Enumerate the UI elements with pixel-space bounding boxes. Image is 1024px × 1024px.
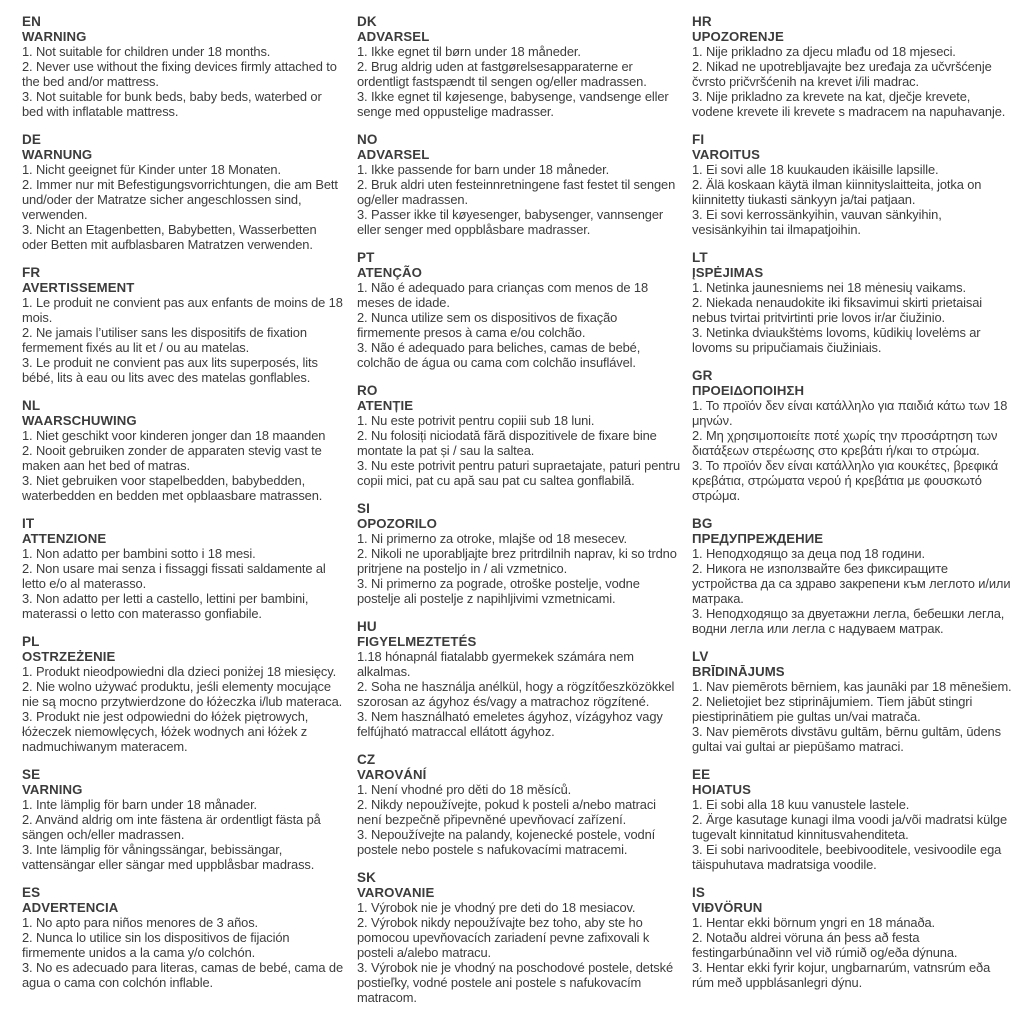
column-left	[22, 14, 345, 1018]
warning-title-fi: VAROITUS	[692, 147, 760, 162]
warning-item-se-2: 2. Använd aldrig om inte fästena är ordentligt fästa på sängen och/eller madrassen.	[22, 812, 321, 842]
warning-item-lv-2: 2. Nelietojiet bez stiprinājumiem. Tiem jābūt stingri piestiprinātiem pie gultas un/vai matrača.	[692, 694, 973, 724]
warning-title-en: WARNING	[22, 29, 87, 44]
warning-title-dk: ADVARSEL	[357, 29, 430, 44]
warning-section-hu	[357, 619, 680, 739]
warning-item-si-3: 3. Ni primerno za pograde, otroške postelje, vodne postelje ali postelje z napihljivimi vzmetnicami.	[357, 576, 640, 606]
warning-item-en-2: 2. Never use without the fixing devices firmly attached to the bed and/or mattress.	[22, 59, 337, 89]
warning-item-no-1: 1. Ikke passende for barn under 18 måneder.	[357, 162, 610, 177]
warning-item-nl-1: 1. Niet geschikt voor kinderen jonger dan 18 maanden	[22, 428, 326, 443]
warning-section-pl	[22, 634, 345, 754]
warning-section-se	[22, 767, 345, 872]
warning-item-pl-3: 3. Produkt nie jest odpowiedni do łóżek piętrowych, łóżeczek niemowlęcych, łóżek wodnych ani łóżek z nadmuchiwanym materacem.	[22, 709, 309, 754]
warning-item-es-1: 1. No apto para niños menores de 3 años.	[22, 915, 258, 930]
warning-item-si-1: 1. Ni primerno za otroke, mlajše od 18 mesecev.	[357, 531, 627, 546]
language-code-si: SI	[357, 501, 370, 516]
warning-section-ee	[692, 767, 1015, 872]
warning-section-no	[357, 132, 680, 237]
warning-title-ro: ATENȚIE	[357, 398, 414, 413]
warning-section-sk	[357, 870, 680, 1005]
warning-title-hr: UPOZORENJE	[692, 29, 784, 44]
warning-section-bg	[692, 516, 1015, 636]
language-code-lv: LV	[692, 649, 709, 664]
language-code-fr: FR	[22, 265, 41, 280]
language-code-es: ES	[22, 885, 41, 900]
warning-item-fr-2: 2. Ne jamais l’utiliser sans les dispositifs de fixation fermement fixés au lit et / ou au matelas.	[22, 325, 307, 355]
warning-item-pt-3: 3. Não é adequado para beliches, camas de bebé, colchão de água ou cama com colchão insuflável.	[357, 340, 641, 370]
warning-title-pt: ATENÇÃO	[357, 265, 422, 280]
warning-title-es: ADVERTENCIA	[22, 900, 119, 915]
warning-item-gr-2: 2. Μη χρησιμοποιείτε ποτέ χωρίς την προσάρτηση των διατάξεων στερέωσης στο κρεβάτι ή/και το στρώμα.	[692, 428, 998, 458]
warning-item-pt-2: 2. Nunca utilize sem os dispositivos de fixação firmemente presos à cama e/ou colchão.	[357, 310, 618, 340]
warning-item-hr-3: 3. Nije prikladno za krevete na kat, dječje krevete, vodene krevete ili krevete s madracem na napuhavanje.	[692, 89, 1006, 119]
warning-item-cz-3: 3. Nepoužívejte na palandy, kojenecké postele, vodní postele nebo postele s nafukovacími matracemi.	[357, 827, 656, 857]
language-code-hu: HU	[357, 619, 377, 634]
warning-item-cz-1: 1. Není vhodné pro děti do 18 měsíců.	[357, 782, 572, 797]
language-code-cz: CZ	[357, 752, 376, 767]
warning-item-ro-3: 3. Nu este potrivit pentru paturi supraetajate, paturi pentru copii mici, pat cu apă sau pat cu saltea gonflabilă.	[357, 458, 681, 488]
warning-title-is: VIÐVÖRUN	[692, 900, 763, 915]
warning-section-pt	[357, 250, 680, 370]
warning-section-fr	[22, 265, 345, 385]
language-code-ee: EE	[692, 767, 711, 782]
warning-section-lv	[692, 649, 1015, 754]
warning-section-gr	[692, 368, 1015, 503]
warning-item-sk-3: 3. Výrobok nie je vhodný na poschodové postele, detské postieľky, vodné postele ani postele s nafukovacím matracom.	[357, 960, 674, 1005]
warning-title-fr: AVERTISSEMENT	[22, 280, 135, 295]
language-code-dk: DK	[357, 14, 377, 29]
warning-item-sk-1: 1. Výrobok nie je vhodný pre deti do 18 mesiacov.	[357, 900, 636, 915]
warning-item-lt-3: 3. Netinka dviaukštėms lovoms, kūdikių lovelėms ar lovoms su pripučiamais čiužiniais.	[692, 325, 981, 355]
warning-title-lv: BRĪDINĀJUMS	[692, 664, 785, 679]
warning-item-dk-3: 3. Ikke egnet til køjesenge, babysenge, vandsenge eller senge med oppustelige madrasser.	[357, 89, 669, 119]
warning-title-lt: ĮSPĖJIMAS	[692, 265, 764, 280]
language-code-fi: FI	[692, 132, 705, 147]
warning-title-si: OPOZORILO	[357, 516, 438, 531]
warning-item-bg-3: 3. Неподходящо за двуетажни легла, бебешки легла, водни легла или легла с надуваем матрак.	[692, 606, 1005, 636]
warning-item-fi-1: 1. Ei sovi alle 18 kuukauden ikäisille lapsille.	[692, 162, 939, 177]
warning-title-cz: VAROVÁNÍ	[357, 767, 427, 782]
warning-section-si	[357, 501, 680, 606]
warning-item-pl-2: 2. Nie wolno używać produktu, jeśli elementy mocujące nie są mocno przytwierdzone do łóżeczka i/lub materaca.	[22, 679, 343, 709]
warning-section-de	[22, 132, 345, 252]
warning-title-de: WARNUNG	[22, 147, 93, 162]
warning-section-fi	[692, 132, 1015, 237]
warning-section-en	[22, 14, 345, 119]
warning-item-no-3: 3. Passer ikke til køyesenger, babysenger, vannsenger eller senger med oppblåsbare madrasser.	[357, 207, 664, 237]
warning-item-hr-1: 1. Nije prikladno za djecu mlađu od 18 mjeseci.	[692, 44, 956, 59]
warning-item-fr-3: 3. Le produit ne convient pas aux lits superposés, lits bébé, lits à eau ou lits avec des matelas gonflables.	[22, 355, 318, 385]
warning-item-it-3: 3. Non adatto per letti a castello, lettini per bambini, materassi o letto con materasso gonfiabile.	[22, 591, 309, 621]
warning-item-no-2: 2. Bruk aldri uten festeinnretningene fast festet til sengen og/eller madrassen.	[357, 177, 676, 207]
column-right	[692, 14, 1015, 1018]
language-code-it: IT	[22, 516, 35, 531]
language-code-hr: HR	[692, 14, 712, 29]
warning-item-it-1: 1. Non adatto per bambini sotto i 18 mesi.	[22, 546, 256, 561]
warning-item-ro-2: 2. Nu folosiți niciodată fără dispozitivele de fixare bine montate la pat și / sau la saltea.	[357, 428, 657, 458]
warning-section-it	[22, 516, 345, 621]
warning-item-en-1: 1. Not suitable for children under 18 months.	[22, 44, 271, 59]
warning-item-ee-3: 3. Ei sobi narivooditele, beebivooditele, vesivoodile ega täispuhutava madratsiga voodile.	[692, 842, 1002, 872]
language-code-bg: BG	[692, 516, 713, 531]
warning-title-sk: VAROVANIE	[357, 885, 435, 900]
warning-item-cz-2: 2. Nikdy nepoužívejte, pokud k posteli a/nebo matraci není bezpečně připevněné upevňovací zařízení.	[357, 797, 656, 827]
warning-item-lt-2: 2. Niekada nenaudokite iki fiksavimui skirti prietaisai nebus tvirtai pritvirtinti prie lovos ir/ar čiužinio.	[692, 295, 983, 325]
warning-title-hu: FIGYELMEZTETÉS	[357, 634, 477, 649]
warning-item-lv-1: 1. Nav piemērots bērniem, kas jaunāki par 18 mēnešiem.	[692, 679, 1012, 694]
warning-item-de-1: 1. Nicht geeignet für Kinder unter 18 Monaten.	[22, 162, 281, 177]
warning-title-ee: HOIATUS	[692, 782, 752, 797]
warning-item-fi-3: 3. Ei sovi kerrossänkyihin, vauvan sänkyihin, vesisänkyihin tai ilmapatjoihin.	[692, 207, 942, 237]
warning-section-es	[22, 885, 345, 990]
warning-title-pl: OSTRZEŻENIE	[22, 649, 116, 664]
warning-item-es-3: 3. No es adecuado para literas, camas de bebé, cama de agua o cama con colchón inflable.	[22, 960, 343, 990]
warning-item-se-1: 1. Inte lämplig för barn under 18 månader.	[22, 797, 258, 812]
warning-item-hu-2: 2. Soha ne használja anélkül, hogy a rögzítőeszközökkel szorosan az ágyhoz és/vagy a matrachoz rögzítené.	[357, 679, 675, 709]
warning-item-se-3: 3. Inte lämplig för våningssängar, bebissängar, vattensängar eller sängar med uppblåsbar madrass.	[22, 842, 315, 872]
warning-title-nl: WAARSCHUWING	[22, 413, 137, 428]
warning-item-ee-1: 1. Ei sobi alla 18 kuu vanustele lastele.	[692, 797, 910, 812]
language-code-en: EN	[22, 14, 41, 29]
language-code-lt: LT	[692, 250, 708, 265]
warning-item-bg-2: 2. Никога не използвайте без фиксиращите устройства да са здраво закрепени към леглото и/или матрака.	[692, 561, 1011, 606]
warning-item-bg-1: 1. Неподходящо за деца под 18 години.	[692, 546, 925, 561]
warning-item-lt-1: 1. Netinka jaunesniems nei 18 mėnesių vaikams.	[692, 280, 966, 295]
warning-item-de-3: 3. Nicht an Etagenbetten, Babybetten, Wasserbetten oder Betten mit aufblasbaren Matratzen verwenden.	[22, 222, 317, 252]
language-code-ro: RO	[357, 383, 378, 398]
warning-item-pl-1: 1. Produkt nieodpowiedni dla dzieci poniżej 18 miesięcy.	[22, 664, 337, 679]
warning-item-gr-1: 1. Το προϊόν δεν είναι κατάλληλο για παιδιά κάτω των 18 μηνών.	[692, 398, 1008, 428]
warning-section-nl	[22, 398, 345, 503]
warning-item-hr-2: 2. Nikad ne upotrebljavajte bez uređaja za učvršćenje čvrsto pričvršćenih na krevet i/ili madrac.	[692, 59, 992, 89]
warning-item-fr-1: 1. Le produit ne convient pas aux enfants de moins de 18 mois.	[22, 295, 343, 325]
warning-item-pt-1: 1. Não é adequado para crianças com menos de 18 meses de idade.	[357, 280, 649, 310]
language-code-is: IS	[692, 885, 705, 900]
warning-title-no: ADVARSEL	[357, 147, 430, 162]
warning-item-is-2: 2. Notaðu aldrei vöruna án þess að festa festingarbúnaðinn vel við rúmið og/eða dýnuna.	[692, 930, 958, 960]
warning-item-fi-2: 2. Älä koskaan käytä ilman kiinnityslaitteita, jotka on kiinnitetty tiukasti sänkyyn ja/tai patjaan.	[692, 177, 982, 207]
warning-item-sk-2: 2. Výrobok nikdy nepoužívajte bez toho, aby ste ho pomocou upevňovacích zariadení pevne zafixovali k posteli a/alebo matracu.	[357, 915, 650, 960]
language-code-nl: NL	[22, 398, 41, 413]
warning-item-ee-2: 2. Ärge kasutage kunagi ilma voodi ja/või madratsi külge tugevalt kinnitatud kinnitusvahenditeta.	[692, 812, 1008, 842]
warning-item-es-2: 2. Nunca lo utilice sin los dispositivos de fijación firmemente unidos a la cama y/o colchón.	[22, 930, 290, 960]
warning-item-en-3: 3. Not suitable for bunk beds, baby beds, waterbed or bed with inflatable mattress.	[22, 89, 322, 119]
language-code-sk: SK	[357, 870, 376, 885]
language-code-pt: PT	[357, 250, 375, 265]
warning-item-de-2: 2. Immer nur mit Befestigungsvorrichtungen, die am Bett und/oder der Matratze sicher angeschlossen sind, verwenden.	[22, 177, 338, 222]
warning-section-cz	[357, 752, 680, 857]
language-code-pl: PL	[22, 634, 40, 649]
warning-title-gr: ΠΡΟΕΙΔΟΠΟΙΗΣΗ	[692, 383, 805, 398]
warning-section-hr	[692, 14, 1015, 119]
warning-section-lt	[692, 250, 1015, 355]
warning-item-dk-1: 1. Ikke egnet til børn under 18 måneder.	[357, 44, 581, 59]
warning-item-si-2: 2. Nikoli ne uporabljajte brez pritrdilnih naprav, ki so trdno pritrjene na posteljo in / ali vzmetnico.	[357, 546, 677, 576]
column-middle	[357, 14, 680, 1018]
warning-item-is-3: 3. Hentar ekki fyrir kojur, ungbarnarúm, vatnsrúm eða rúm með uppblásanlegri dýnu.	[692, 960, 991, 990]
warning-title-se: VARNING	[22, 782, 83, 797]
warning-item-gr-3: 3. Το προϊόν δεν είναι κατάλληλο για κουκέτες, βρεφικά κρεβάτια, στρώματα νερού ή κρεβάτια με φουσκωτό στρώμα.	[692, 458, 999, 503]
warning-section-dk	[357, 14, 680, 119]
warning-item-it-2: 2. Non usare mai senza i fissaggi fissati saldamente al letto e/o al materasso.	[22, 561, 326, 591]
warning-item-nl-2: 2. Nooit gebruiken zonder de apparaten stevig vast te maken aan het bed of matras.	[22, 443, 322, 473]
language-code-de: DE	[22, 132, 41, 147]
warning-item-lv-3: 3. Nav piemērots divstāvu gultām, bērnu gultām, ūdens gultai vai gultai ar piepūšamo matraci.	[692, 724, 1001, 754]
warning-item-hu-3: 3. Nem használható emeletes ágyhoz, vízágyhoz vagy felfújható matraccal ellátott ágyhoz.	[357, 709, 663, 739]
warning-title-it: ATTENZIONE	[22, 531, 107, 546]
warning-item-is-1: 1. Hentar ekki börnum yngri en 18 mánaða.	[692, 915, 936, 930]
warning-section-is	[692, 885, 1015, 990]
warning-section-ro	[357, 383, 680, 488]
language-code-se: SE	[22, 767, 41, 782]
warning-title-bg: ПРЕДУПРЕЖДЕНИЕ	[692, 531, 824, 546]
language-code-no: NO	[357, 132, 378, 147]
warning-item-hu-1: 1.18 hónapnál fiatalabb gyermekek számára nem alkalmas.	[357, 649, 634, 679]
warning-item-ro-1: 1. Nu este potrivit pentru copiii sub 18 luni.	[357, 413, 595, 428]
language-code-gr: GR	[692, 368, 713, 383]
warning-item-nl-3: 3. Niet gebruiken voor stapelbedden, babybedden, waterbedden en bedden met opblaasbare matrassen.	[22, 473, 323, 503]
warning-item-dk-2: 2. Brug aldrig uden at fastgørelsesapparaterne er ordentligt fastspændt til sengen og/eller madrassen.	[357, 59, 647, 89]
